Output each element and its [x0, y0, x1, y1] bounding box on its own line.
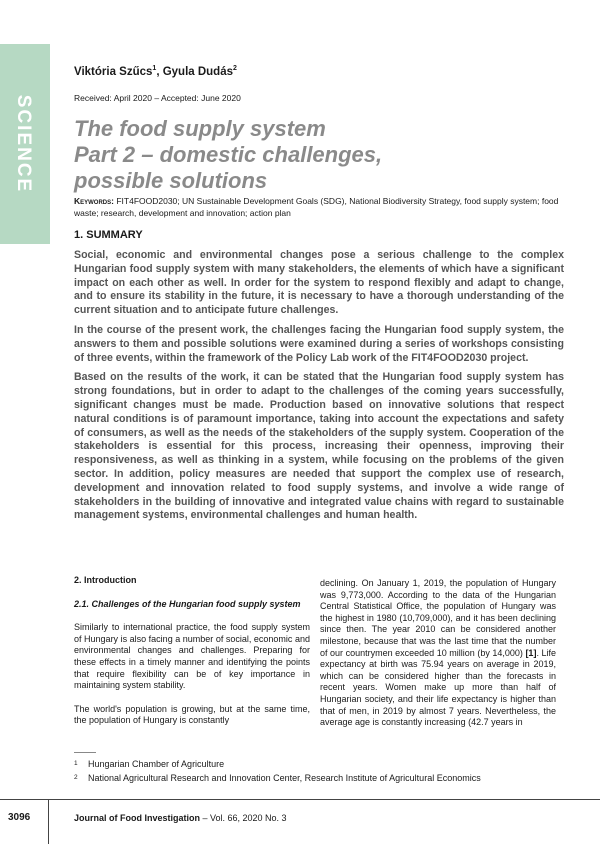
footer-divider: [48, 799, 49, 844]
author-2: Gyula Dudás: [162, 65, 234, 78]
summary-paragraph-2: In the course of the present work, the challenges facing the Hungarian food supply system, the answers to them and possible solutions were examined during a series of workshops consisting of three events, within the framework of the Policy Lab work of the FIT4FOOD2030 project.: [74, 323, 564, 364]
authors: [74, 65, 237, 78]
intro-paragraph-2: The world's population is growing, but at the same time, the population of Hungary is constantly: [74, 703, 310, 726]
page-number: 3096: [8, 812, 31, 823]
section-tab-label: SCIENCE: [13, 94, 34, 194]
journal-volume: – Vol. 66, 2020 No. 3: [200, 813, 287, 823]
right-column: [320, 578, 556, 741]
footer-rule: [0, 799, 600, 800]
author-1: Viktória Szűcs: [74, 65, 153, 78]
title-line-3: possible solutions: [74, 168, 268, 193]
journal-citation: [74, 813, 287, 823]
summary-paragraph-1: Social, economic and environmental changes pose a serious challenge to the complex Hungarian food supply system with many stakeholders, the elements of which have a significant impact on each other as well. In order for the system to respond flexibly and adapt to change, and to ensure its stability in the future, it is necessary to have a thorough understanding of the current situation and to anticipate future challenges.: [74, 249, 564, 317]
author-separator: ,: [156, 65, 163, 78]
article-title: [74, 116, 574, 194]
keywords-text: FIT4FOOD2030; UN Sustainable Development Goals (SDG), National Biodiversity Strategy, food supply system; food waste; research, development and innovation; action plan: [74, 196, 559, 218]
left-column: [74, 575, 310, 739]
keywords-label: Keywords:: [74, 196, 114, 206]
footnote-1: [74, 757, 481, 771]
keywords: [74, 196, 574, 219]
journal-name: Journal of Food Investigation: [74, 813, 200, 823]
footnote-separator: [74, 752, 96, 753]
summary-paragraph-3: Based on the results of the work, it can be stated that the Hungarian food supply system has strong foundations, but in order to adapt to the challenges of the coming years successfully, significant changes must be made. Production based on innovative solutions that respect natural conditions is of paramount importance, taking into account the expectations and safety of consumers, as well as the needs of the stakeholders of the supply system. Cooperation of the stakeholders is essential for this process, increasing their openness, improving their responsiveness, as well as thinking in a system, while focusing on the problems of the given sector. In addition, policy measures are needed that support the complex use of research, development and innovation related to food supply systems, and involve a wide range of stakeholders in the building of innovative and integrated value chains with regard to sustainable management systems, environmental challenges and human health.: [74, 371, 564, 522]
title-line-2: Part 2 – domestic challenges,: [74, 142, 383, 167]
footnote-1-text: Hungarian Chamber of Agriculture: [88, 759, 225, 769]
paragraph-text-after-ref: . Life expectancy at birth was 75.94 years on average in 2019, which can be considered higher than the forecasts in recent years. Women make up more than half of Hungarian society, and their life expectancy is higher than that of men, in 2019 by almost 7 years. Nevertheless, the average age is constantly increasing (42.7 years in: [320, 647, 556, 728]
footnote-1-number: 1: [74, 760, 78, 767]
footnote-2-text: National Agricultural Research and Innovation Center, Research Institute of Agricultural Economics: [88, 773, 481, 783]
reference-link[interactable]: [1]: [525, 647, 537, 658]
section-tab: [0, 44, 50, 244]
footnote-2: [74, 771, 481, 785]
footnotes: [74, 757, 481, 785]
author-1-affiliation: 1: [152, 65, 157, 72]
subsection-heading: 2.1. Challenges of the Hungarian food supply system: [74, 598, 301, 609]
title-line-1: The food supply system: [74, 116, 326, 141]
intro-paragraph-1: Similarly to international practice, the food supply system of Hungary is also facing a number of social, economic and environmental changes and challenges. Preparing for these effects in a timely manner and identifying the points that require flexibility can be of key importance in maintaining system stability.: [74, 622, 310, 691]
summary-abstract: [74, 249, 564, 529]
received-date: Received: April 2020 – Accepted: June 2020: [74, 93, 241, 103]
introduction-heading: 2. Introduction: [74, 575, 137, 585]
footnote-2-number: 2: [74, 774, 78, 781]
intro-paragraph-3: [320, 578, 556, 729]
summary-heading: 1. SUMMARY: [74, 229, 143, 241]
paragraph-text-before-ref: declining. On January 1, 2019, the population of Hungary was 9,773,000. According to the data of the Hungarian Central Statistical Office, the population of Hungary was the highest in 1980 (10,709,000), and it has been declining since then. The year 2010 can be considered another milestone, because that was the last time that the number of our countrymen exceeded 10 million (by 14,000): [320, 578, 556, 658]
author-2-affiliation: 2: [233, 65, 237, 72]
